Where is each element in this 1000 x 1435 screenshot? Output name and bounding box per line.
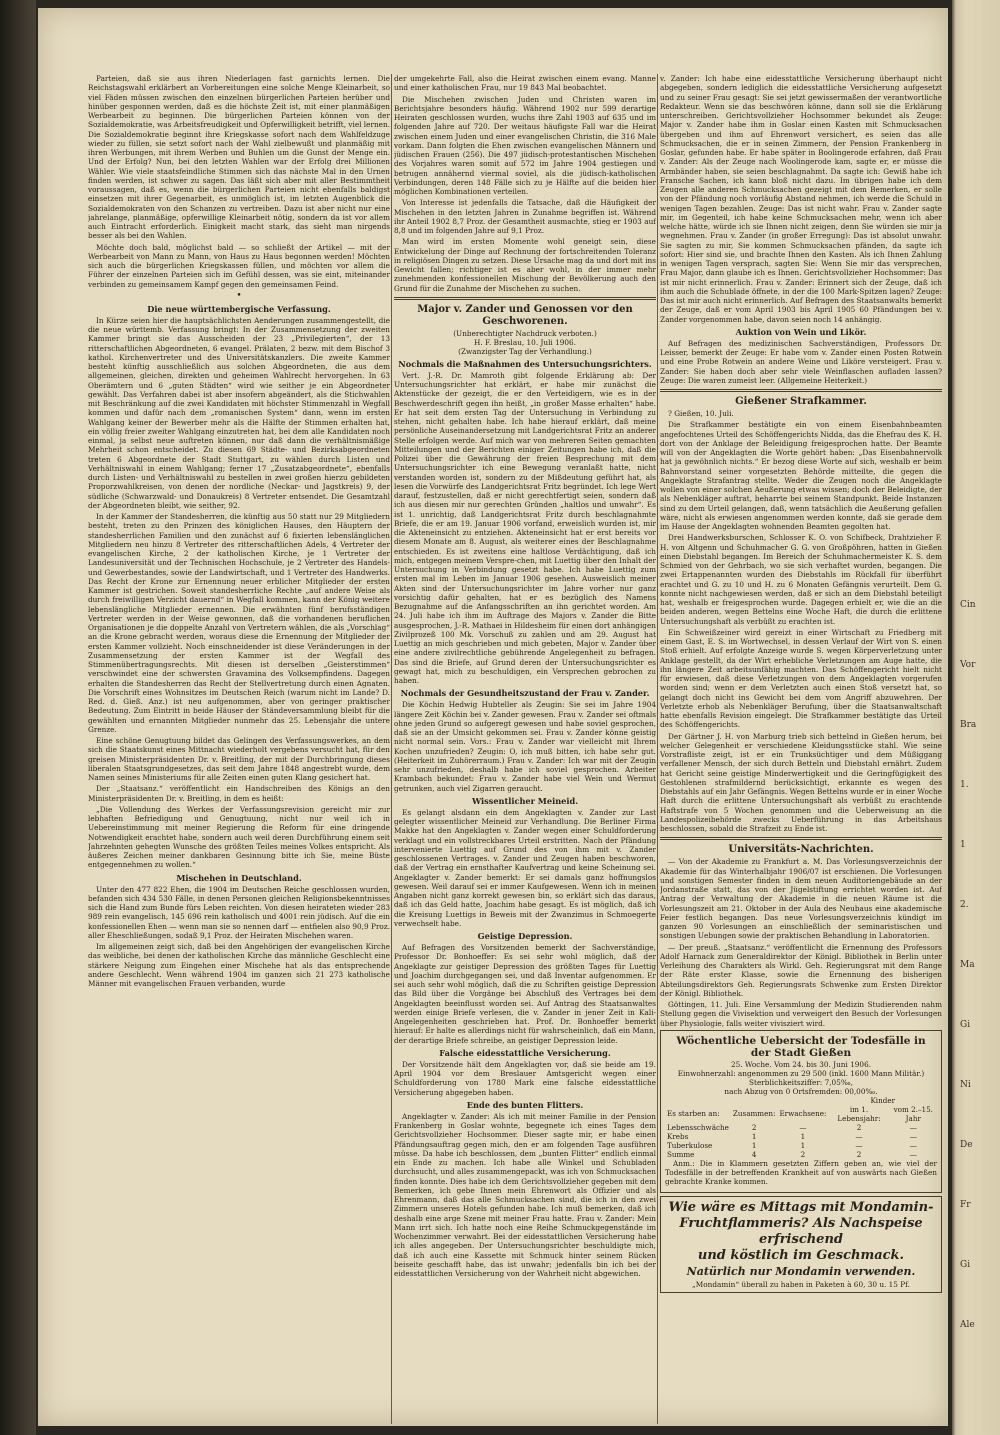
stats-head-infants: im 1. Lebensjahr:	[837, 1104, 881, 1123]
article-byline: (Unberechtigter Nachdruck verboten.)	[453, 328, 597, 338]
stats-cell: 1	[800, 1131, 806, 1141]
stats-table	[665, 1096, 937, 1159]
section-heading: Nochmals der Gesundheitszustand der Frau v. Zander.	[400, 688, 650, 699]
stats-cell: Summe	[667, 1149, 695, 1159]
section-heading: Die neue württembergische Verfassung.	[147, 303, 331, 314]
edge-fragment: 2.	[960, 900, 969, 910]
section-heading: Nochmals die Maßnahmen des Untersuchungsrichters.	[398, 358, 652, 369]
stats-cell: 2	[856, 1149, 862, 1159]
paragraph: Angeklagter v. Zander: Als ich mit meiner Familie in der Pension Frankenberg in Goslar wohnte, begegnete ich eines Tages dem Gerichtsvollzieher Hochsommer. Dieser sagte mir, er habe einen Pfändungsauftrag gegen mich, den er am folgenden Tage ausführen müsse. Da habe ich beschlossen, dem „bunten Flitter“ endlich einmal ein Ende zu machen. Ich habe alle Winkel und Schubladen durchsucht, und alles zusammengepackt, was ich von Schmucksachen finden konnte. Dies habe ich dem Gerichtsvollzieher gegeben mit dem Bemerken, ich gebe Ihnen mein Ehrenwort als Offizier und als Ehrenmann, daß das alle Schmucksachen sind, die ich in den zwei Zimmern unseres Hotels gefunden habe. Ich muß bemerken, daß ich deshalb eine arge Szene mit meiner Frau hatte. Frau v. Zander: Mein Mann irrt sich. Ich hatte noch eine Reihe Schmuckgegenstände im Wochenzimmer verwahrt. Bei der eidesstattlichen Versicherung habe ich alles angegeben. Der Untersuchungsrichter beschuldigte mich, daß ich auch eine Kassette mit Schmuck hinter seinem Rücken beiseite geschafft habe, das ist unwahr; jedenfalls bin ich bei der eidesstattlichen Versicherung von der Wahrheit nicht abgewichen.	[394, 1111, 656, 1278]
stats-cell: 2	[751, 1122, 757, 1132]
paragraph: Im allgemeinen zeigt sich, daß bei den Angehörigen der evangelischen Kirche das weibliche, bei denen der katholischen Kirche das männliche Geschlecht eine stärkere Neigung zum Eingehen einer Mischehe hat als das entsprechende andere Geschlecht. Wenn während 1904 im ganzen sich 21 273 katholische Männer mit evangelischen Frauen verbanden, wurde	[88, 942, 390, 988]
section-heading: Ende des bunten Flitters.	[466, 1099, 584, 1110]
stats-head-cause: Es starben an:	[667, 1109, 720, 1119]
edge-fragment: Gi	[960, 1260, 971, 1270]
stats-title: Wöchentliche Uebersicht der Todesfälle in der Stadt Gießen	[676, 1034, 926, 1059]
stats-cell: 1	[751, 1140, 757, 1150]
paragraph: Der „Staatsanz.“ veröffentlicht ein Handschreiben des Königs an den Ministerpräsidenten Dr. v. Breitling, in dem es heißt:	[88, 784, 390, 803]
ad-line-2: Fruchtflammeris? Als Nachspeise erfrischend	[679, 1215, 923, 1247]
paragraph: Die Strafkammer bestätigte ein von einem Eisenbahnbeamten angefochtenes Urteil des Schöffengerichts Nidda, das die Ehefrau des K. H. dort von der Anklage der Beleidigung freigesprochen hatte. Der Beamte will von der Angeklagten die Worte gehört haben: „Das Eisenbahnervolk hat ja gewöhnlich nichts.“ Er bezog diese Worte auf sich, weshalb er beim Bahnvorstand seiner vorgesetzten Behörde mitteilte, die gegen die Angeklagte Strafantrag stellte. Weder die Zeugen noch die Angeklagte wollen von einer solchen Aeußerung etwas wissen; doch der Beleidigte, der als Nebenkläger auftrat, beharrte bei seinem Standpunkt. Beide Instanzen sind zu dem Urteil gelangen, daß, wenn tatsächlich die Aeußerung gefallen wäre, nicht als erwiesen angenommen werden konnte, daß sie gerade dem im Hause der Angeklagten wohnenden Beamten gegolten hat.	[660, 420, 942, 531]
ad-line-1: Wie wäre es Mittags mit Mondamin-	[668, 1199, 934, 1215]
paragraph: In Kürze seien hier die hauptsächlichsten Aenderungen zusammengestellt, die die neue württemb. Verfassung bringt: In der Zusammensetzung der zweiten Kammer bringt sie das Ausscheiden der 23 „Privilegierten“, der 13 ritterschaftlichen Abgeordneten, 6 evangel. Prälaten, 2 bezw. mit dem Bischof 3 kathol. Kirchenvertreter und des Universitätskanzlers. Die zweite Kammer besteht künftig ausschließlich aus solchen Abgeordneten, die aus dem allgemeinen, gleichen, direkten und geheimen Wahlrecht hervorgehen. In 63 Oberämtern und 6 „guten Städten“ wird wie seither je ein Abgeordneter gewählt. Das Verfahren dabei ist aber insofern abgeändert, als die Stichwahlen mit Beschränkung auf die zwei Kandidaten mit höchster Stimmenzahl in Wegfall kommen und dafür nach dem „romanischen System“ dann, wenn im ersten Wahlgang keiner der Bewerber mehr als die Hälfte der Stimmen erhalten hat, ein völlig freier zweiter Wahlgang einzutreten hat, bei dem alle Kandidaten noch einmal, ja selbst neue auftreten können, nur daß dann die verhältnismäßige Mehrheit schon entscheidet. Zu diesen 69 Städte- und Bezirksabgeordneten treten 6 Abgeordnete der Stadt Stuttgart, zu wählen durch Listen und Verhältniswahl in einem Wahlgang; ferner 17 „Zusatzabgeordnete“, ebenfalls durch Listen- und Verhältniswahl zu bestellen in zwei großen hierzu gebildeten Proporzwahlkreisen, von denen der nordliche (Neckar- und Jagstkreis) 9, der südliche (Schwarzwald- und Donaukreis) 8 Vertreter entsendet. Die Gesamtzahl der Abgeordneten bleibt, wie seither, 92.	[88, 315, 390, 510]
paragraph: Auf Befragen des Vorsitzenden bemerkt der Sachverständige, Professor Dr. Bonhoeffer: Es sei sehr wohl möglich, daß der Angeklagte zur geistiger Depression des größten Tages für Luettig und Joachim durchgegangen sei, und daß Inventar aufgenommen. Er sei auch sehr wohl möglich, daß die zu Schriften geistige Depression das Bild über die Vorgänge bei Abschluß des Vertrages bei dem Angeklagten beeinflusst worden sei. Auf Antrag des Staatsanwaltes werden einige Briefe verlesen, die v. Zander in jener Zeit in Kali-Angelegenheiten geschrieben hat. Prof. Dr. Bonhoeffer bemerkt hierauf: Er halte es allerdings nicht für wahrscheinlich, daß ein Mann, der derartige Briefe schreibe, an geistiger Depression leide.	[394, 943, 656, 1045]
paragraph: Möchte doch bald, möglichst bald — so schließt der Artikel — mit der Werbearbeit von Mann zu Mann, von Haus zu Haus begonnen werden! Möchten sich auch die bürgerlichen Kriegskassen füllen, und möchten vor allem die Führer der einzelnen Parteien sich im Gefühl dessen, was sie eint, miteinander verbinden zu gemeinsamem Kampf gegen den gemeinsamen Feind.	[88, 242, 390, 289]
paragraph: Von Interesse ist jedenfalls die Tatsache, daß die Häufigkeit der Mischehen in den letzten Jahren in Zunahme begriffen ist. Während ihr Anteil 1902 8,7 Proz. der Gesamtheit ausmachte, stieg er 1903 auf 8,8 und im folgenden Jahre auf 9,1 Proz.	[394, 198, 656, 235]
column-3	[660, 74, 942, 1424]
paragraph: Es gelangt alsdann ein dem Angeklagten v. Zander zur Last gelegter wissentlicher Meineid zur Verhandlung. Die Berliner Firma Makke hat den Angeklagten v. Zander wegen einer Schuldforderung verklagt und ein vollstreckbares Urteil erstritten. Nach der Pfändung intervenierte Luettig auf Grund des von ihm mit v. Zander geschlossenen Vertrages. v. Zander und Zeugen haben beschworen, daß der Vertrag ein ernsthafter Kaufvertrag und keine Scheinung sei. Angeklagter v. Zander bemerkt: Er sei damals ganz hoffnungslos gewesen. Weil darauf sei er immer Kaufgewesen. Wenn ich in meinen Angaben nicht ganz korrekt gewesen bin, so erklärt sich das daraus, daß ich das Geld hatte, Joachim habe gesagt. Es ist möglich, daß ich die Kreisung Luettigs in Beweis mit der Zwanzimus in Schmoegerte verwechselt habe.	[394, 807, 656, 928]
edge-fragment: Ale	[960, 1320, 975, 1330]
stats-cell: 2	[856, 1122, 862, 1132]
mondamin-advertisement	[660, 1196, 942, 1293]
edge-fragment: 1.	[960, 780, 969, 790]
paragraph: Drei Handwerksburschen, Schlosser K. O. von Schifbeck, Drahtzieher F. H. von Altgenn und Schuhmacher G. G. von Großpöhren, hatten in Gießen einen Diebstahl begangen. Im Bereich der Schuhmachermeister K. S. dem Schmied von der Gehrbach, wo sie sich verhaftet wurden, begangen. Die zwei Ertappenannten wurden des Diebstahls im Rückfall für überführt erachtet und G. zu 10 und H. zu 6 Monaten Gefängnis verurteilt. Dem G. konnte nicht nachgewiesen werden, daß er sich an dem Diebstahl beteiligt hat, weshalb er freigesprochen wurde. Dagegen erhielt er, wie die an die beiden anderen, wegen Bettelns eine Woche Haft, die durch die erlittene Untersuchungshaft als verbüßt zu erachten ist.	[660, 533, 942, 626]
ad-line-4: Natürlich nur Mondamin verwenden.	[686, 1264, 916, 1278]
section-heading: Auktion von Wein und Likör.	[735, 326, 867, 337]
paragraph: Die Mischehen zwischen Juden und Christen waren im Berichtsjahre besonders häufig. Während 1902 nur 599 derartige Heiraten geschlossen wurden, wuchs ihre Zahl 1903 auf 635 und im folgenden Jahre auf 720. Der weitaus häufigste Fall war die Heirat zwischen einem Juden und einer evangelischen Christin, die 316 Male vorkam. Dann folgten die Ehen zwischen evangelischen Männern und jüdischen Frauen (256). Die 497 jüdisch-protestantischen Mischehen des Vorjahres waren somit auf 572 im Jahre 1904 gestiegen und betrugen annähernd viermal soviel, als die jüdisch-katholischen Verbindungen, deren 148 Fälle sich zu je Hälfte auf die beiden hier möglichen Kombinationen verteilen.	[394, 94, 656, 196]
ad-line-3: und köstlich im Geschmack.	[697, 1247, 905, 1263]
article-title: Universitäts-Nachrichten.	[728, 844, 874, 856]
stats-cell: —	[799, 1122, 807, 1132]
ad-line-5: „Mondamin“ überall zu haben in Paketen à 60, 30 u. 15 Pf.	[692, 1279, 910, 1289]
newspaper-page	[38, 8, 948, 1426]
article-title: Gießener Strafkammer.	[735, 396, 867, 407]
paragraph: Auf Befragen des medizinischen Sachverständigen, Professors Dr. Leisser, bemerkt der Zeuge: Er habe vom v. Zander einen Posten Rotwein und eine Probe Rotwein an andere Weine und Liköre versteigert. Frau v. Zander: Sie haben doch aber sehr viele Weinflaschen aufladen lassen? Zeuge: Die waren zumeist leer. (Allgemeine Heiterkeit.)	[660, 338, 942, 385]
paragraph: Die Köchin Hedwig Hubteller als Zeugin: Sie sei im Jahre 1904 längere Zeit Köchin bei v. Zander gewesen. Frau v. Zander sei oftmals ohne jeden Grund so aufgeregt gewesen und habe soviel gesprochen, daß sie an der Umsicht gekommen sei. Frau v. Zander könne geistig nicht normal sein. Vors.: Frau v. Zander war vielleicht mit Ihrem Kochen unzufrieden? Zeugin: O, ich muß bitten, ich habe sehr gut. (Heiterkeit im Zuhörerraum.) Frau v. Zander: Ich war mit der Zeugin sehr unzufrieden, deshalb habe ich soviel gesprochen. Arbeiter Krambach bekundet: Frau v. Zander habe viel Wein und Wermut getrunken, auch viel Zigarren geraucht.	[394, 700, 656, 793]
paragraph: Parteien, daß sie aus ihren Niederlagen fast garnichts lernen. Die Reichstagswahl erklärbert an Vorbereitungen eine solche Menge Kleinarbeit, so viel Fäden müssen zwischen den einzelnen bürgerlichen Parteien herüber und hinüber gesponnen werden, daß es die höchste Zeit ist, mit einer planmäßigen Werbearbeit zu beginnen. Die bürgerlichen Parteien können von der Sozialdemokratie, was Arbeitsfreudigkeit und Opferwilligkeit betrifft, viel lernen. Die Sozialdemokratie beginnt ihre Kriegskasse sofort nach dem Wahlfeldzuge wieder zu füllen, sie setzt sofort nach der Wahl zielbewußt und planmäßig mit ihren Werbungen, mit ihrem Werben und Buhlen um die Gunst der Menge ein. Und der Erfolg? Nun, bei den letzten Wahlen war der Erfolg drei Millionen Wähler. Wie viele staatsfeindliche Stimmen sich das nächste Mal in den Urnen finden werden, ist schwer zu sagen. Das läßt sich aber mit aller Bestimmtheit voraussagen, daß es, wenn die bürgerlichen Parteien nicht ebenfalls baldigst einsetzen mit ihrer Gegenarbeit, es unmöglich ist, im letzten Augenblick die Sozialdemokraten von den Schanzen zu vertreiben. Dazu ist aber nicht nur eine jahrelange, planmäßige, opferwillige Kleinarbeit nötig, sondern da ist vor allem auch Eintracht erforderlich. Einigkeit macht stark, das sieht man nirgends besser als bei den Wahlen.	[88, 74, 390, 241]
separator-dot: •	[236, 290, 242, 301]
article-title: Major v. Zander und Genossen vor den Geschworenen.	[417, 303, 633, 327]
stats-cell: —	[909, 1131, 917, 1141]
stats-row	[665, 1132, 937, 1141]
paragraph: Der Gärtner J. H. von Marburg trieb sich bettelnd in Gießen herum, bei welcher Gelegenheit er verschiedene Kleidungsstücke stahl. Wie seine Vorstrafliste zeigt, ist er ein Trunksüchtiger und dem Müßiggang verfallener Mensch, der sich durch Betteln und Diebstahl ernährt. Zudem hat Gericht seine geistige Minderwertigkeit und die Geringfügigkeit des Gestohlenen strafmildernd berücksichtigt, erkannte es wegen des Diebstahls auf ein Jahr Gefängnis. Wegen Bettelns wurde er in einer Woche Haft durch die erlittene Untersuchungshaft als verbüßt zu erachtende Haftstrafe von 5 Wochen genommen und die Ueberweisung an die Landespolizeibehörde zwecks Ueberführung in das Arbeitshaus beschlossen, sobald die Strafzeit zu Ende ist.	[660, 731, 942, 833]
stats-population: Einwohnerzahl: angenommen zu 29 500 (inkl. 1600 Mann Militär.)	[677, 1068, 925, 1078]
mortality-statistics	[660, 1030, 942, 1193]
stats-rate: Sterblichkeitsziffer: 7,05‰,	[749, 1077, 853, 1087]
stats-head-total: Zusammen:	[732, 1109, 776, 1119]
stats-row	[665, 1150, 937, 1159]
stats-cell: —	[855, 1131, 863, 1141]
adjacent-page-edge	[952, 0, 1000, 1435]
paragraph: Vert. J.-R. Dr. Mamroth gibt folgende Erklärung ab: Der Untersuchungsrichter hat erklärt, er habe mir zunächst die Aktenstücke der gezeigt, die er den Verteidigern, wie es in der Beschwerdeschrift gegen ihn heißt, „in großer Masse erhalten“ habe. Er hat seit dem ersten Tag der Untersuchung in Verbindung zu stehen, nicht gehalten habe. Ich habe hierauf erklärt, daß meine persönliche Auseinandersetzung mit Landgerichtsrat Fritz an anderer Stelle erfolgen werde. Auf mich war von mehreren Seiten gemachten Mitteilungen und der Berichten einiger Zeitungen habe ich, daß die Polizei über die Gewährung der freien Besprechung mit dem Untersuchungsrichter ich eine Bewegung veranlaßt hatte, nicht verstanden worden ist, sondern zu der Mißdeutung geführt hat, als lesen die Vorwürfe des Landgerichtsrat Fritz begründet. Ich lege Wert darauf, festzustellen, daß er nicht gerechtfertigt seien, sondern daß ich aus diesen mir nur gerechten Gründen „haltlos und unwahr“. Es ist 1. unrichtig, daß Landgerichtsrat Fritz durch beschlagnahmte Briefe, die er am 19. Januar 1906 vorfand, erweislich wurden ist, mir die Akteneinsicht zu entziehen. Akteneinsicht hat er erst bereits vor diesem Monate am 8. August, als weiterer eines der Beschlagnahme entschieden. Es ist zweitens eine haltlose Verdächtigung, daß ich mich, entgegen meinem Verspre-chen, mit Luettig über den Inhalt der Untersuchung in Verbindung gesetzt habe. Ich habe Luettig zum ersten mal im Leben im Januar 1906 gesehen. Ausweislich meiner Akten sind der Untersuchungsrichter im Jahre vorher nur ganz vorsichtig dafür gehalten, hat er es bezüglich des Namens Bezugnahme auf die Anfangsschriften an ihn gerichtet worden. Am 24. Juli habe ich ihm im Auftrage des Majors v. Zander die Bitte ausgesprochen, J.-R. Mathaei in Hildesheim für einen dort anhängigen Zivilprozeß 100 Mk. Vorschuß zu zahlen und am 29. August hat Luettig an mich geschrieben und mich gebeten, Major v. Zander über eine andere zivilrechtliche gebührende Angelegenheit zu befragen. Das sind die Briefe, auf Grund deren der Untersuchungsrichter es gewagt hat, mich zu beschuldigen, ein Versprechen gebrochen zu haben.	[394, 370, 656, 685]
edge-fragment: Ma	[960, 960, 975, 970]
binding-edge	[0, 0, 36, 1435]
edge-fragment: Ni	[960, 1080, 971, 1090]
paragraph: Unter den 477 822 Ehen, die 1904 im Deutschen Reiche geschlossen wurden, befanden sich 434 530 Fälle, in denen Personen gleichen Religionsbekenntnisses sich die Hand zum Bunde fürs Leben reichten. Von diesen heirateten wieder 283 989 rein evangelisch, 145 696 rein katholisch und 4001 rein jüdisch. Auf die ein konfessionellen Ehen — wenn man sie so nennen darf — entfielen also 90,9 Proz. aller Eheschließungen, sodaß 9,1 Proz. der Heiraten Mischehen waren.	[88, 884, 390, 940]
paragraph: In der Kammer der Standesherren, die künftig aus 50 statt nur 29 Mitgliedern besteht, treten zu den Prinzen des königlichen Hauses, den Häuptern der standesherrlichen Familien und den zunächst auf 6 fixierten lebenslänglichen Mitgliedern neu hinzu 8 Vertreter des ritterschaftlichen Adels, 4 Vertreter der evangelischen Kirche, 2 der katholischen Kirche, je 1 Vertreter der Landesuniversität und der Technischen Hochschule, je 2 Vertreter des Handels- und Gewerbestandes, sowie der Landwirtschaft, und 1 Vertreter des Handwerks. Das Recht der Krone zur Ernennung neuer erblicher Mitglieder der ersten Kammer ist gestrichen. Soweit standesherrliche Rechte „auf andere Weise als durch freiwilligen Verzicht dauernd“ in Wegfall kommen, kann der König weitere lebenslängliche Mitglieder ernennen. Die erwähnten fünf berufsständigen Vertreter werden in der Weise gewonnen, daß die vorhandenen beruflichen Organisationen je die doppelte Anzahl von Vertretern wählen, die als „Vorschlag“ an die Krone gebracht werden, woraus diese die Ernennung der Mitglieder der ersten Kammer vollzieht. Noch einschneidender ist diese Veränderungen in der Zusammensetzung der ersten Kammer ist der Wegfall des Stimmenübertragungsrechts. Mit diesen ist derselben „Geisterstimmen“ verschwindet eine der schwersten Gravamina des Volksempfindens. Dagegen erhalten die Standesherren das Recht der Stellvertretung durch einen Agnaten. Die Vorschrift eines Wohnsitzes im Deutschen Reich (warum nicht im Lande? D. Red. d. Gieß. Anz.) ist neu aufgenommen, aber von geringer praktischer Bedeutung. Zum Eintritt in beide Häuser der Ständeversammlung bleibt für die gewählten und ernannten Mitglieder nunmehr das 25. Lebensjahr die untere Grenze.	[88, 512, 390, 734]
paragraph: ? Gießen, 10. Juli.	[668, 409, 734, 418]
double-rule	[660, 837, 942, 840]
paragraph: Der Vorsitzende hält dem Angeklagten vor, daß sie beide am 19. April 1904 vor dem Breslauer Amtsgericht wegen einer Schuldforderung von 1780 Mark eine falsche eidesstattliche Versicherung abgegeben haben.	[394, 1059, 656, 1097]
paragraph: — Von der Akademie zu Frankfurt a. M. Das Vorlesungsverzeichnis der Akademie für das Winterhalbjahr 1906/07 ist erschienen. Die Vorlesungen und sonstigen Semester finden in dem neuen Auditoriengebäude an der Jordanstraße statt, das von der Jügelstiftung errichtet worden ist. Auf Antrag der Verwaltung der Akademie in die neuen Räume ist die Vorlesungszeit am 21. Oktober in der Aula des Neubaus eine akademische Feier festlich begangen. Das neue Vorlesungsverzeichnis kündigt im ganzen 90 Vorlesungen an einschließlich der seminaristischen und sonstigen Uebungen sowie der praktischen Behandlung in Laboratorien.	[660, 857, 942, 941]
stats-head-children: Kinder	[870, 1095, 896, 1105]
column-rule	[391, 74, 392, 1424]
section-heading: Mischehen in Deutschland.	[176, 872, 302, 883]
paragraph: Man wird im ersten Momente wohl geneigt sein, diese Entwickelung der Dinge auf Rechnung der fortschreitenden Toleranz in religiösen Dingen zu setzen. Diese Ursache mag da und dort mit ins Gewicht fallen; richtiger ist es aber wohl, in der immer mehr zunehmenden konfessionellen Mischung der Bevölkerung auch den Grund für die Zunahme der Mischehen zu suchen.	[394, 237, 656, 293]
stats-cell: Krebs	[667, 1131, 689, 1141]
section-heading: Geistige Depression.	[477, 931, 573, 941]
paragraph: v. Zander: Ich habe eine eidesstattliche Versicherung überhaupt nicht abgegeben, sondern lediglich die eidesstattliche Versicherung aufgesetzt und zu seiner Frau gesagt: Sie sei jetzt gewissermaßen der verantwortliche Redakteur. Wenn sie das beschwören könne, dann soll sie die Erklärung unterschreiben. Gerichtsvollzieher Hochsommer bekundet als Zeuge: Major v. Zander habe ihm in Goslar einen Kasten mit Schmucksachen übergeben und ihm auf Ehrenwort versichert, es seien das alle Schmucksachen, die er in seinen Zimmern, der Pension Frankenberg in Goslar, gefunden habe. Er habe später in Boolingerode erfahren, daß Frau v. Zander: Als der Zeuge nach Woolingerode kam, sagte er, er müsse die Armbänder haben, sie seien beschlagnahmt. Da sagte ich: Gewiß habe ich Fransche Sachen, ich kann bloß nicht dazu. Im übrigen habe ich dem Zeugen alle anderen Schmucksachen gezeigt mit dem Bemerken, er solle von der Pfändung noch vorläufig Abstand nehmen, ich werde die Schuld in wenigen Tagen bezahlen. Zeuge: Das ist nicht wahr. Frau v. Zander sagte mir, im Gegenteil, ich habe keine Schmucksachen mehr, wenn ich aber welche hätte, würde ich sie Ihnen nicht zeigen, denn Sie würden sie mir ja wegnehmen. Frau v. Zander (in großer Erregung): Das ist absolut unwahr. Sie sagten zu mir, Sie kommen Schmucksachen pfänden, da sagte ich sofort: Hier sind sie, und brachte Ihnen den Kasten. Als ich Ihnen Zahlung in wenigen Tagen versprach, sagten Sie: Wenn Sie mir das versprechen, Frau Major, dann glaube ich es Ihnen. Gerichtsvollzieher Hochsommer: Das ist mir nicht erinnerlich. Frau v. Zander: Erinnert sich der Zeuge, daß ich ihm auch die Schublade öffnete, in der die 100 Mark-Spitzen lagen? Zeuge: Das ist mir auch nicht erinnerlich. Auf Befragen des Staatsanwalts bemerkt der Zeuge, daß er vom April 1903 bis April 1905 60 Pfändungen bei v. Zander vorgenommen habe, davon seien noch 14 anhängig.	[660, 74, 942, 324]
edge-fragment: Gi	[960, 1020, 971, 1030]
stats-cell: Tuberkulose	[667, 1140, 713, 1150]
section-heading: Wissentlicher Meineid.	[471, 795, 579, 806]
edge-fragment: 1	[960, 840, 966, 850]
paragraph: Ein Schweißzeiner wird gereizt in einer Wirtschaft zu Friedberg mit einem Gast, E. S. im Wortwechsel, in dessen Verlauf der Wirt von S. einen Stoß erhielt. Auf erfolgte Anzeige wurde S. wegen Körperverletzung unter Anklage gestellt, da der Wirt erhebliche Verletzungen am Auge hatte, die ihn längere Zeit arbeitsunfähig machten. Das Schöffengericht hielt nicht für erwiesen, daß diese Verletzungen von dem Angeklagten vorgerufen worden sind; wenn er dem Verletzten auch einen Stoß versetzt hat, so gelangt doch nicht ins Gewicht bei dem vom Angriff abzuwehren. Der Verletzte erhob als Nebenkläger Berufung, über die Staatsanwaltschaft hatte ebenfalls Revision eingelegt. Die Strafkammer bestätigte das Urteil des Schöffengerichts.	[660, 627, 942, 730]
column-1	[88, 74, 390, 1424]
edge-fragment: Bra	[960, 720, 977, 730]
section-heading: Falsche eidesstattliche Versicherung.	[439, 1047, 611, 1058]
paragraph: „Die Vollendung des Werkes der Verfassungsrevision gereicht mir zur lebhaften Befriedigung und Genugtuung, nicht nur weil ich in Uebereinstimmung mit meiner Regierung die Reform für eine dringende Notwendigkeit erachtet habe, sondern auch weil deren Durchführung einem seit Jahrzehnten gehegten Wunsche des größten Teiles meines Volkes entspricht. Als äußeres Zeichen meiner dankbaren Gesinnung bitte ich Sie, meine Büste entgegennehmen zu wollen.“	[88, 804, 390, 870]
edge-fragment: Cin	[960, 600, 976, 610]
paragraph: — Der preuß. „Staatsanz.“ veröffentlicht die Ernennung des Professors Adolf Harnack zum Generaldirektor der Königl. Bibliothek in Berlin unter Verleihung des Charakters als Wirkl. Geh. Regierungsrat mit dem Range der Räte erster Klasse, sowie die Ernennung des bisherigen Abteilungsdirektors Geh. Regierungsrats Schwenke zum Ersten Direktor der Königl. Bibliothek.	[660, 942, 942, 998]
article-byline: (Zwanzigster Tag der Verhandlung.)	[458, 346, 592, 356]
paragraph: Eine schöne Genugtuung bildet das Gelingen des Verfassungswerkes, an dem sich die Staatskunst eines Mittnacht wiederholt vergebens versucht hat, für den greisen Ministerpräsidenten Dr. v. Breitling, der mit der Durchbringung dieses liberalen Staatsgrundgesetzes, das seit dem Jahre 1848 angestrebt wurde, dem Namen seines Ministeriums für alle Zeiten einen guten Klang gesichert hat.	[88, 736, 390, 782]
stats-cell: —	[855, 1140, 863, 1150]
stats-cell: —	[909, 1149, 917, 1159]
column-rule	[657, 74, 658, 1424]
stats-cell: —	[909, 1122, 917, 1132]
edge-fragment: De	[960, 1140, 973, 1150]
stats-note: Anm.: Die in Klammern gesetzten Ziffern geben an, wie viel der Todesfälle in der betreffenden Krankheit auf von auswärts nach Gießen gebrachte Kranke kommen.	[665, 1158, 937, 1187]
column-2	[394, 74, 656, 1424]
stats-cell: 2	[800, 1149, 806, 1159]
stats-head-adults: Erwachsene:	[779, 1109, 827, 1119]
edge-fragment: Vor	[960, 660, 976, 670]
stats-cell: Lebensschwäche	[667, 1122, 729, 1132]
stats-row	[665, 1123, 937, 1132]
stats-cell: —	[909, 1140, 917, 1150]
stats-cell: 1	[751, 1131, 757, 1141]
edge-fragment: Fr	[960, 1200, 971, 1210]
stats-row	[665, 1141, 937, 1150]
stats-rate-adjusted: nach Abzug von 0 Ortsfremden: 00,00‰.	[724, 1086, 878, 1096]
double-rule	[660, 389, 942, 392]
stats-week: 25. Woche. Vom 24. bis 30. Juni 1906.	[730, 1059, 872, 1069]
paragraph: Göttingen, 11. Juli. Eine Versammlung der Medizin Studierenden nahm Stellung gegen die Vivisektion und verweigert den Besuch der Vorlesungen über Physiologie, falls weiter vivisziert wird.	[660, 1000, 942, 1028]
stats-head-youth: vom 2.–15. Jahr	[893, 1104, 933, 1123]
stats-cell: 1	[800, 1140, 806, 1150]
paragraph: der umgekehrte Fall, also die Heirat zwischen einem evang. Manne und einer katholischen Frau, nur 19 843 Mal beobachtet.	[394, 74, 656, 93]
stats-cell: 4	[751, 1149, 757, 1159]
double-rule	[394, 297, 656, 300]
article-byline: H. F. Breslau, 10. Juli 1906.	[474, 337, 576, 347]
